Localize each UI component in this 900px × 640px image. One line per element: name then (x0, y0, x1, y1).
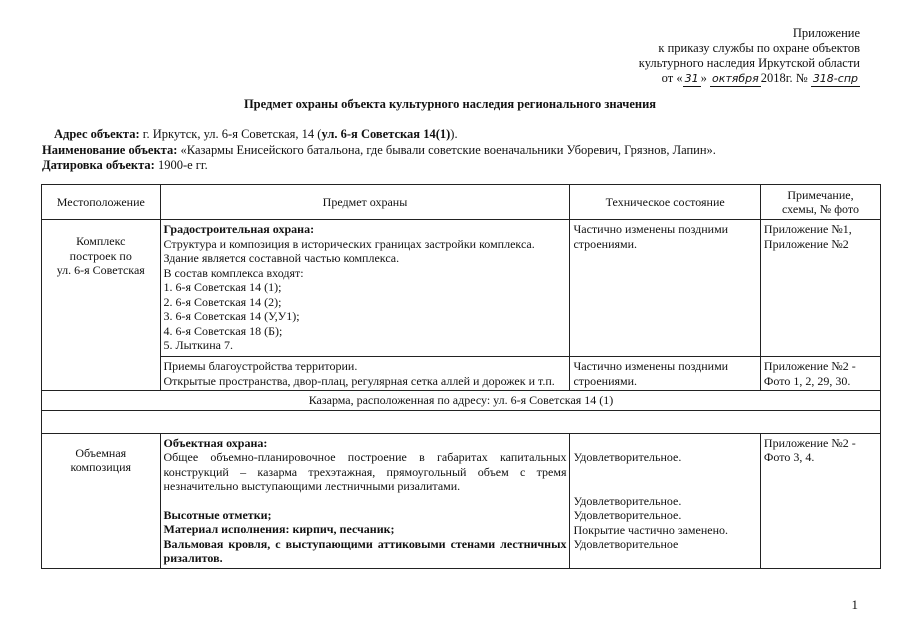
row1-subject-line: 5. Лыткина 7. (163, 338, 233, 352)
row3-gap (164, 494, 567, 508)
row3-cond-gap (573, 436, 756, 451)
header-location: Местоположение (42, 185, 161, 220)
row3-condition-item: Удовлетворительное. (573, 508, 682, 522)
appendix-line-2: к приказу службы по охране объектов (658, 41, 860, 55)
row1-condition: Частично изменены поздними строениями. (570, 220, 760, 357)
name-line (42, 143, 862, 159)
row3-subject-title: Объектная охрана: (163, 435, 268, 450)
row3-cond-gap2 (573, 465, 756, 494)
document-title: Предмет охраны объекта культурного наследия регионального значения (243, 97, 657, 111)
date-year-suffix: 2018г. № (760, 71, 808, 85)
row1-subject-line: 2. 6-я Советская 14 (2); (163, 294, 282, 309)
row3-condition-item: Удовлетворительное. (573, 493, 682, 508)
row2-subject-line: Приемы благоустройства территории. (163, 359, 358, 373)
header-condition: Техническое состояние (570, 185, 760, 220)
header-note: Примечание, схемы, № фото (760, 185, 880, 220)
header-subject: Предмет охраны (160, 185, 570, 220)
row3-location: Объемная композиция (42, 433, 161, 568)
row3-heights: Высотные отметки; (163, 507, 272, 522)
row2-subject (160, 357, 570, 391)
date-sep: » (700, 71, 707, 85)
row2-note: Приложение №2 - Фото 1, 2, 29, 30. (760, 357, 880, 391)
address-value: г. Иркутск, ул. 6-я Советская, 14 ( (139, 127, 322, 141)
row3-condition-item: Удовлетворительное (573, 537, 679, 551)
row3-material: Материал исполнения: кирпич, песчаник; (163, 522, 395, 536)
date-prefix: от « (661, 71, 683, 85)
table-header-row (42, 185, 881, 220)
section-header-row (42, 391, 881, 411)
row2-condition: Частично изменены поздними строениями. (570, 357, 760, 391)
address-bold: ул. 6-я Советская 14(1) (321, 127, 451, 141)
appendix-header (639, 26, 860, 87)
date-value: 1900-е гг. (154, 158, 208, 172)
row1-subject-line: 4. 6-я Советская 18 (Б); (163, 323, 283, 338)
row1-subject-line: 1. 6-я Советская 14 (1); (163, 280, 282, 294)
object-meta (42, 127, 862, 174)
row3-condition (570, 433, 760, 568)
protection-table (41, 184, 881, 569)
date-line (42, 158, 862, 174)
row1-note: Приложение №1, Приложение №2 (760, 220, 880, 357)
name-label: Наименование объекта: (42, 142, 178, 157)
appendix-line-1: Приложение (792, 26, 860, 40)
table-row (42, 433, 881, 568)
table-row (42, 220, 881, 357)
address-tail: ). (450, 127, 458, 141)
address-line (42, 127, 862, 143)
row1-subject-title: Градостроительная охрана: (163, 222, 315, 236)
row3-subject-text: Общее объемно-планировочное построение в габаритах капитальных конструкций – казарма трехэтажная, прямоугольный объем с тремя незначительно выступающими лестничными ризалитами. (163, 450, 567, 493)
handwritten-month: октября (711, 72, 759, 85)
row3-roof: Вальмовая кровля, с выступающими аттиковыми стенами лестничных ризалитов. (163, 536, 567, 565)
row3-condition-item: Покрытие частично заменено. (573, 522, 728, 537)
spacer-row (42, 410, 881, 433)
section-title: Казарма, расположенная по адресу: ул. 6-я Советская 14 (1) (42, 391, 881, 411)
spacer-cell (42, 410, 881, 433)
row1-subject-line: В состав комплекса входят: (163, 265, 304, 280)
date-label: Датировка объекта: (42, 158, 155, 172)
name-value: «Казармы Енисейского батальона, где бывали советские военачальники Уборевич, Грязнов, Лапин». (177, 142, 716, 157)
table-row (42, 357, 881, 391)
row2-subject-line: Открытые пространства, двор-плац, регулярная сетка аллей и дорожек и т.п. (163, 373, 555, 388)
row1-location: Комплекс построек по ул. 6-я Советская (42, 220, 161, 391)
row3-note: Приложение №2 - Фото 3, 4. (760, 433, 880, 568)
address-label: Адрес объекта: (54, 127, 140, 141)
row3-condition-main: Удовлетворительное. (573, 450, 682, 464)
row1-subject-line: Структура и композиция в исторических границах застройки комплекса. (163, 236, 535, 251)
appendix-line-3: культурного наследия Иркутской области (638, 56, 860, 70)
row1-subject-line: 3. 6-я Советская 14 (У,У1); (163, 309, 300, 323)
handwritten-order-number: 318-спр (812, 72, 858, 85)
row1-subject (160, 220, 570, 357)
page-number: 1 (851, 597, 858, 612)
row3-subject (160, 433, 570, 568)
appendix-date-line (639, 71, 860, 87)
row1-subject-line: Здание является составной частью комплекса. (163, 251, 400, 265)
handwritten-day: 31 (684, 72, 699, 85)
